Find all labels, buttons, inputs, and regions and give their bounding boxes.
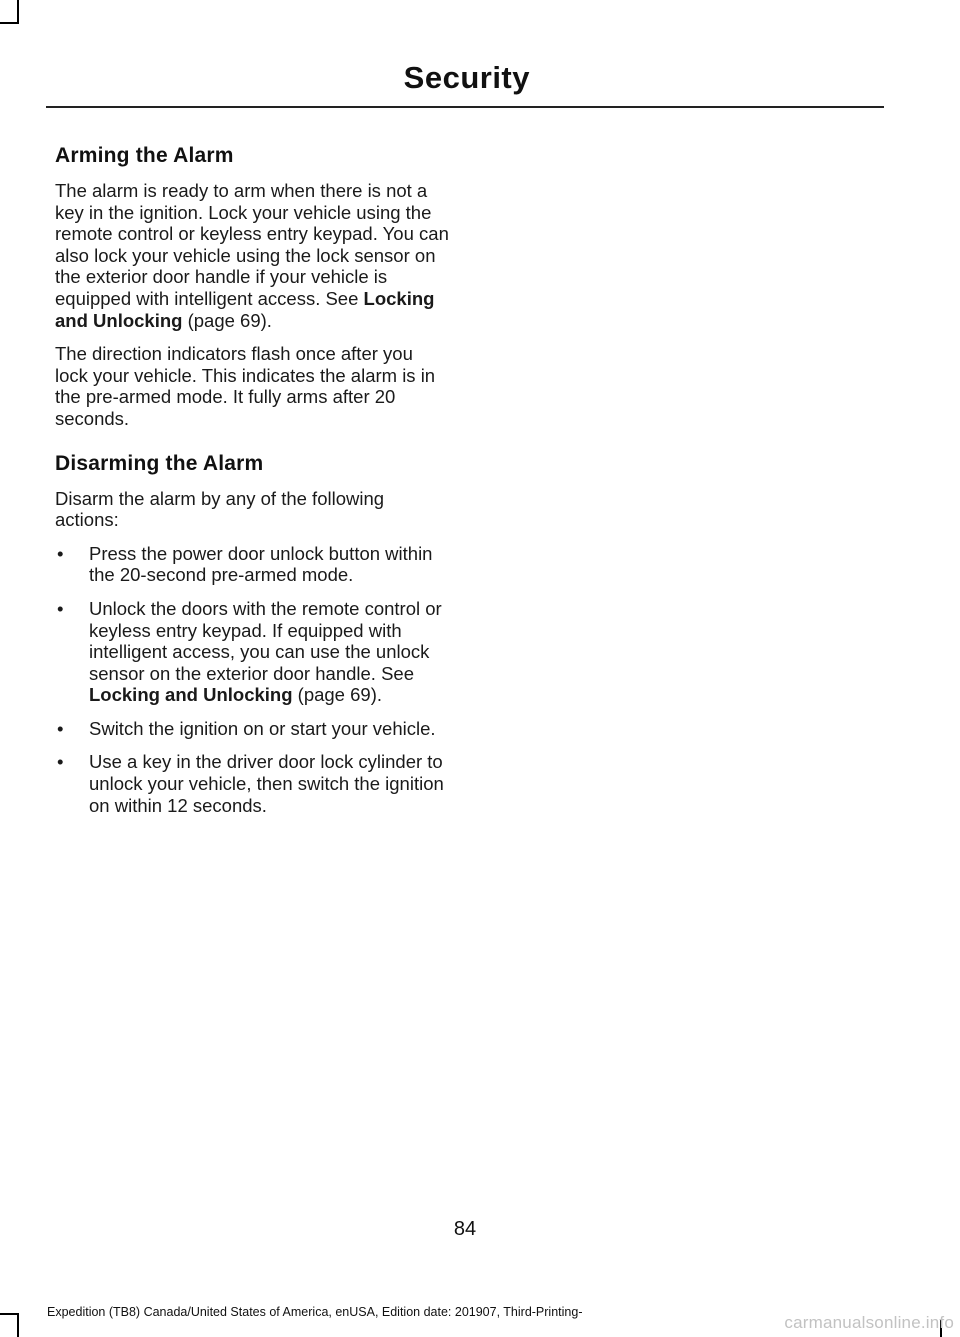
list-item [55,543,450,586]
locking-unlocking-reference-link[interactable]: Locking and Unlocking [55,287,435,331]
section-arming-the-alarm [55,144,450,430]
crop-mark-top-left-horizontal [0,22,19,24]
list-item [55,598,450,706]
section-heading-arming: Arming the Alarm [55,144,234,167]
section-disarming-the-alarm [55,452,450,817]
section-heading-disarming: Disarming the Alarm [55,451,264,475]
bullet-glyph: • [57,542,64,564]
crop-mark-top-left-vertical [17,0,19,22]
list-item-text: Use a key in the driver door lock cylinder to unlock your vehicle, then switch the ignition on within 12 seconds. [89,751,444,816]
bullet-glyph: • [57,717,64,739]
list-item [55,751,450,816]
arming-paragraph-1-page-ref: (page 69). [182,309,272,331]
arming-paragraph-2: The direction indicators flash once after you lock your vehicle. This indicates the alarm is in the pre-armed mode. It fully arms after 20 seconds. [55,343,436,429]
list-item-text: Press the power door unlock button within the 20-second pre-armed mode. [89,542,433,586]
page-number: 84 [453,1218,477,1240]
crop-mark-bottom-left-horizontal [0,1313,19,1315]
page-header-title: Security [403,60,530,95]
edition-footer-text: Expedition (TB8) Canada/United States of America, enUSA, Edition date: 201907, Third-Printing- [47,1305,583,1319]
list-item-text: Unlock the doors with the remote control or keyless entry keypad. If equipped with intelligent access, you can use the unlock sensor on the exterior door handle. See [89,597,442,684]
crop-mark-bottom-left-vertical [17,1313,19,1337]
list-item-page-ref: (page 69). [292,684,382,706]
watermark: carmanualsonline.info [784,1313,954,1332]
locking-unlocking-reference-link[interactable]: Locking and Unlocking [89,684,293,706]
bullet-glyph: • [57,597,64,619]
arming-paragraph-1 [55,180,450,331]
list-item [55,718,450,740]
main-content [55,144,450,828]
disarming-intro: Disarm the alarm by any of the following actions: [55,487,385,531]
list-item-text: Switch the ignition on or start your vehicle. [89,717,436,739]
arming-paragraph-1-text: The alarm is ready to arm when there is not a key in the ignition. Lock your vehicle using the remote control or keyless entry keypad. You can also lock your vehicle using the lock sensor on the exterior door handle if your vehicle is equipped with intelligent access. See [55,180,449,309]
bullet-glyph: • [57,751,64,773]
header-rule [46,106,884,108]
disarm-actions-list [55,543,450,817]
